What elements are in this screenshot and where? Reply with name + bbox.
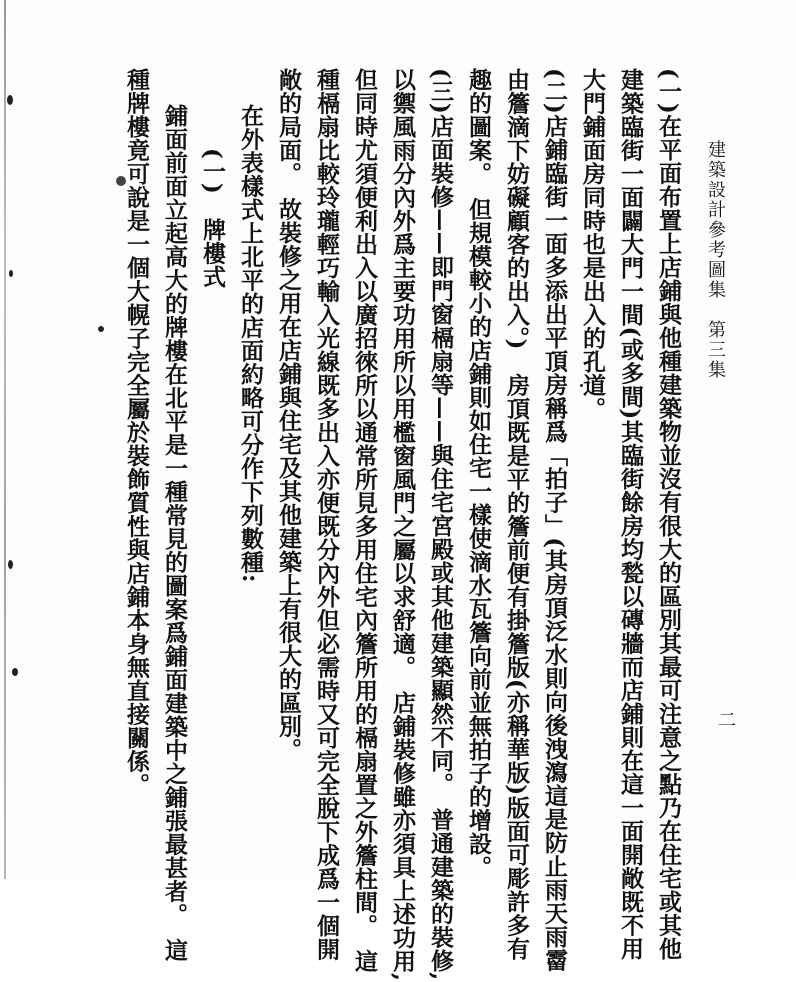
text-column: 在外表樣式上北平的店面約略可分作下列數種: bbox=[237, 104, 264, 583]
scan-speck bbox=[8, 560, 13, 569]
scan-speck bbox=[9, 270, 13, 277]
text-column: 以禦風雨分內外爲主要功用所以用檻窗風門之屬以求舒適。 店鋪裝修雖亦須具上述功用, bbox=[389, 68, 416, 982]
text-column: 敞的局面。 故裝修之用在店鋪與住宅及其他建築上有很大的區別。 bbox=[275, 68, 302, 762]
scan-speck bbox=[7, 95, 13, 105]
running-header-title: 建築設計參考圖集 第三集 bbox=[705, 140, 726, 380]
text-column: (一)在平面布置上店鋪與他種建築物並沒有很大的區別其最可注意之點乃在住宅或其他 bbox=[655, 68, 682, 961]
text-column: 大門鋪面房同時也是出入的孔道。 bbox=[579, 68, 606, 421]
text-column: 趣的圖案。 但規模較小的店鋪則如住宅一樣使滴水瓦簷向前並無拍子的增設。 bbox=[465, 68, 492, 879]
text-column: 由簷滴下妨礙顧客的出入。) 房頂既是平的簷前便有掛簷版(亦稱華版)版面可彫許多有 bbox=[503, 68, 530, 961]
text-column: 建築臨街一面闢大門一間(或多間)其臨街餘房均甃以磚牆而店鋪則在這一面開敞既不用 bbox=[617, 68, 644, 961]
text-column: 種牌樓竟可說是一個大幌子完全屬於裝飾質性與店鋪本身無直接關係。 bbox=[123, 68, 150, 797]
text-column: (三)店面裝修——即門窗槅扇等——與住宅宮殿或其他建築顯然不同。 普通建築的裝修, bbox=[427, 68, 454, 981]
scan-speck bbox=[98, 326, 104, 332]
scan-edge-line bbox=[4, 0, 6, 879]
text-column: 但同時尤須便利出入以廣招徠所以通常所見多用住宅內簷所用的槅扇置之外簷柱間。 這 bbox=[351, 68, 378, 973]
page-number: 二 bbox=[715, 710, 736, 730]
text-column: 鋪面前面立起高大的牌樓在北平是一種常見的圖案爲鋪面建築中之鋪張最甚者。 這 bbox=[161, 104, 188, 962]
scan-speck bbox=[12, 668, 18, 676]
text-column: (二)店鋪臨街一面多添出平頂房稱爲「拍子」(其房頂泛水則向後洩瀉這是防止雨天雨霤 bbox=[541, 68, 568, 972]
text-column: 種槅扇比較玲瓏輕巧輸入光線既多出入亦便既分內外但必需時又可完全脫下成爲一個開 bbox=[313, 68, 340, 961]
section-heading: (一) 牌樓式 bbox=[199, 148, 226, 289]
